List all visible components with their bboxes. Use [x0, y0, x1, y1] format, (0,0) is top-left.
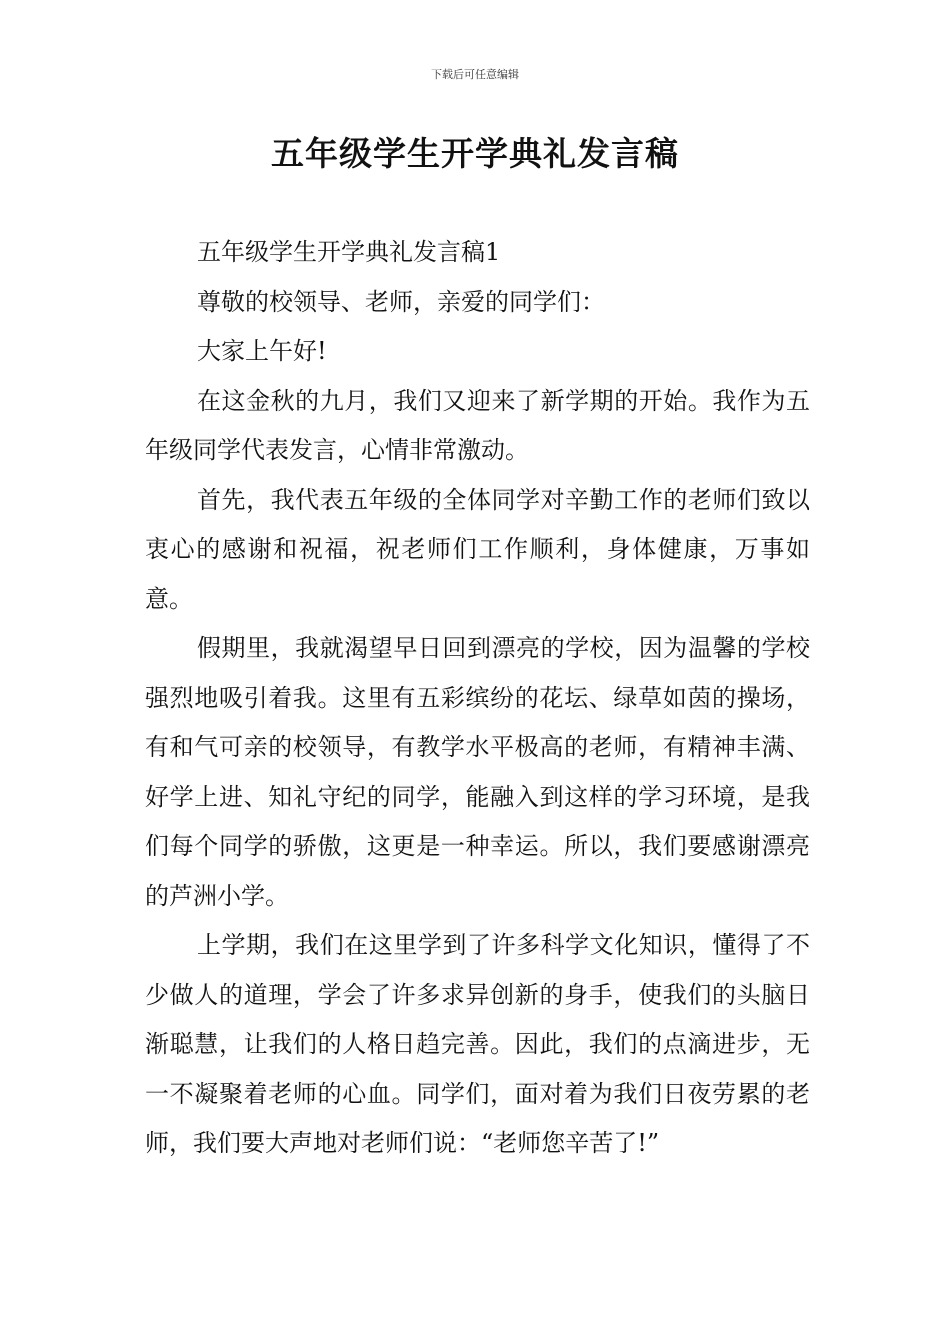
paragraph-opening: 在这金秋的九月，我们又迎来了新学期的开始。我作为五年级同学代表发言，心情非常激动。 — [145, 386, 810, 464]
paragraph-salutation: 尊敬的校领导、老师，亲爱的同学们： — [197, 287, 605, 316]
document-body — [145, 228, 810, 1169]
document-title: 五年级学生开学典礼发言稿 — [271, 134, 679, 173]
paragraph-greeting: 大家上午好! — [197, 337, 327, 365]
paragraph-last-term: 上学期，我们在这里学到了许多科学文化知识，懂得了不少做人的道理，学会了许多求异创新的身手，使我们的头脑日渐聪慧，让我们的人格日趋完善。因此，我们的点滴进步，无一不凝聚着老师的心血。同学们，面对着为我们日夜劳累的老师，我们要大声地对老师们说：“老师您辛苦了!” — [145, 931, 810, 1157]
paragraph-thanks: 首先，我代表五年级的全体同学对辛勤工作的老师们致以衷心的感谢和祝福，祝老师们工作顺利，身体健康，万事如意。 — [145, 485, 810, 613]
paragraph-holiday: 假期里，我就渴望早日回到漂亮的学校，因为温馨的学校强烈地吸引着我。这里有五彩缤纷的花坛、绿草如茵的操场，有和气可亲的校领导，有教学水平极高的老师，有精神丰满、好学上进、知礼守纪的同学，能融入到这样的学习环境，是我们每个同学的骄傲，这更是一种幸运。所以，我们要感谢漂亮的芦洲小学。 — [145, 634, 810, 910]
header-note: 下载后可任意编辑 — [431, 68, 519, 81]
paragraph-subtitle: 五年级学生开学典礼发言稿1 — [197, 238, 501, 266]
